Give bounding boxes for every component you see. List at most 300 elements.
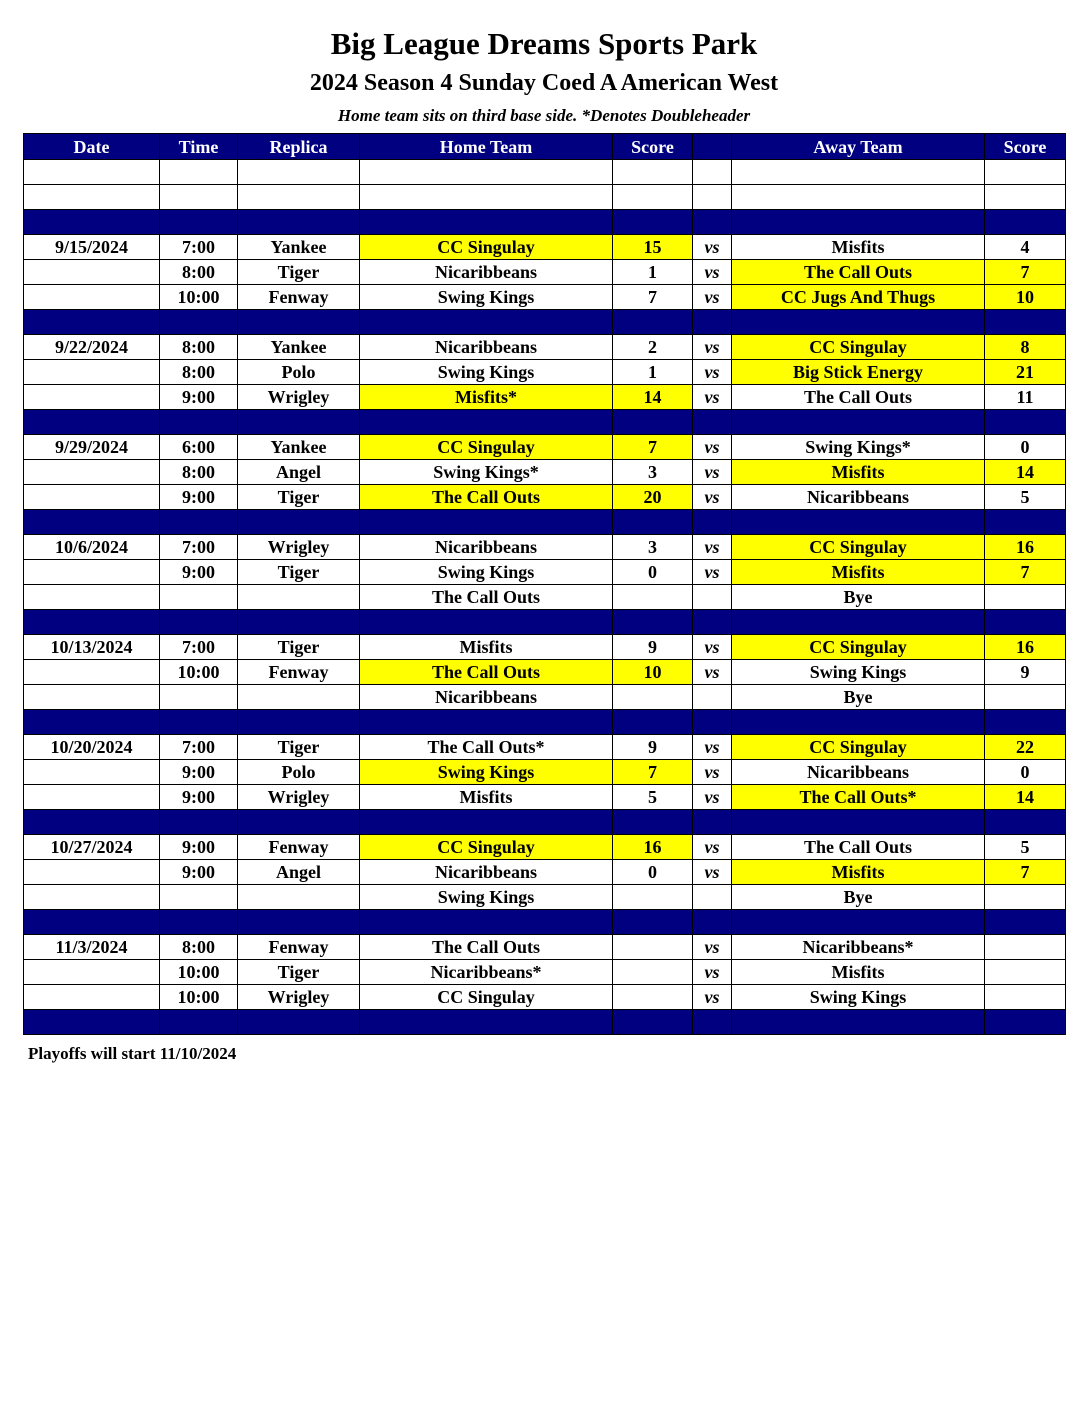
date-cell bbox=[24, 885, 160, 910]
away-score-cell: 16 bbox=[985, 535, 1066, 560]
time-cell: 9:00 bbox=[160, 385, 238, 410]
date-cell bbox=[24, 410, 160, 435]
home-score-cell: 0 bbox=[613, 560, 693, 585]
game-row bbox=[24, 335, 1066, 360]
header-home-score: Score bbox=[613, 134, 693, 160]
home-team-cell: Swing Kings bbox=[360, 885, 613, 910]
away-score-cell bbox=[985, 210, 1066, 235]
time-cell: 8:00 bbox=[160, 460, 238, 485]
replica-cell: Tiger bbox=[238, 485, 360, 510]
game-row bbox=[24, 460, 1066, 485]
away-score-cell: 5 bbox=[985, 485, 1066, 510]
time-cell bbox=[160, 185, 238, 210]
away-team-cell: Misfits bbox=[732, 560, 985, 585]
away-score-cell: 8 bbox=[985, 335, 1066, 360]
away-score-cell bbox=[985, 510, 1066, 535]
away-team-cell: Nicaribbeans bbox=[732, 760, 985, 785]
vs-cell: vs bbox=[693, 560, 732, 585]
replica-cell: Fenway bbox=[238, 285, 360, 310]
vs-cell: vs bbox=[693, 285, 732, 310]
header-home-team: Home Team bbox=[360, 134, 613, 160]
date-cell bbox=[24, 510, 160, 535]
game-row bbox=[24, 735, 1066, 760]
date-cell: 10/20/2024 bbox=[24, 735, 160, 760]
away-score-cell: 16 bbox=[985, 635, 1066, 660]
away-score-cell bbox=[985, 185, 1066, 210]
date-cell bbox=[24, 385, 160, 410]
page-title: Big League Dreams Sports Park bbox=[330, 26, 758, 61]
game-row bbox=[24, 435, 1066, 460]
home-score-cell: 20 bbox=[613, 485, 693, 510]
replica-cell: Tiger bbox=[238, 635, 360, 660]
home-score-cell bbox=[613, 985, 693, 1010]
schedule-table bbox=[23, 133, 1066, 1035]
replica-cell: Angel bbox=[238, 860, 360, 885]
game-row bbox=[24, 235, 1066, 260]
home-score-cell: 9 bbox=[613, 635, 693, 660]
home-team-cell: CC Singulay bbox=[360, 835, 613, 860]
date-cell bbox=[24, 460, 160, 485]
time-cell: 7:00 bbox=[160, 535, 238, 560]
time-cell bbox=[160, 685, 238, 710]
away-score-cell: 14 bbox=[985, 785, 1066, 810]
away-team-cell: Nicaribbeans* bbox=[732, 935, 985, 960]
time-cell: 7:00 bbox=[160, 235, 238, 260]
time-cell: 7:00 bbox=[160, 635, 238, 660]
away-team-cell: Swing Kings bbox=[732, 985, 985, 1010]
away-score-cell: 7 bbox=[985, 260, 1066, 285]
time-cell bbox=[160, 160, 238, 185]
home-score-cell bbox=[613, 185, 693, 210]
home-team-cell: Nicaribbeans bbox=[360, 860, 613, 885]
replica-cell bbox=[238, 685, 360, 710]
vs-cell bbox=[693, 210, 732, 235]
home-score-cell bbox=[613, 685, 693, 710]
date-cell bbox=[24, 260, 160, 285]
header-away-team: Away Team bbox=[732, 134, 985, 160]
time-cell: 9:00 bbox=[160, 785, 238, 810]
replica-cell bbox=[238, 910, 360, 935]
page-subtitle: 2024 Season 4 Sunday Coed A American West bbox=[309, 70, 779, 96]
vs-cell bbox=[693, 310, 732, 335]
away-score-cell: 0 bbox=[985, 760, 1066, 785]
date-cell bbox=[24, 285, 160, 310]
home-team-cell: Swing Kings bbox=[360, 285, 613, 310]
home-score-cell: 5 bbox=[613, 785, 693, 810]
date-cell bbox=[24, 1010, 160, 1035]
vs-cell bbox=[693, 585, 732, 610]
vs-cell bbox=[693, 160, 732, 185]
away-team-cell bbox=[732, 610, 985, 635]
replica-cell bbox=[238, 310, 360, 335]
header-date: Date bbox=[24, 134, 160, 160]
time-cell bbox=[160, 910, 238, 935]
header-vs bbox=[693, 134, 732, 160]
home-team-cell bbox=[360, 610, 613, 635]
home-team-cell bbox=[360, 210, 613, 235]
time-cell bbox=[160, 1010, 238, 1035]
blank-row bbox=[24, 185, 1066, 210]
replica-cell bbox=[238, 710, 360, 735]
game-row bbox=[24, 835, 1066, 860]
date-cell bbox=[24, 710, 160, 735]
home-team-cell bbox=[360, 185, 613, 210]
date-cell: 11/3/2024 bbox=[24, 935, 160, 960]
game-row bbox=[24, 385, 1066, 410]
away-team-cell: CC Singulay bbox=[732, 535, 985, 560]
away-score-cell bbox=[985, 935, 1066, 960]
time-cell: 9:00 bbox=[160, 485, 238, 510]
vs-cell bbox=[693, 410, 732, 435]
away-score-cell bbox=[985, 160, 1066, 185]
home-score-cell: 1 bbox=[613, 360, 693, 385]
home-team-cell: Misfits bbox=[360, 785, 613, 810]
date-cell bbox=[24, 860, 160, 885]
away-team-cell: CC Singulay bbox=[732, 635, 985, 660]
away-score-cell bbox=[985, 310, 1066, 335]
home-score-cell bbox=[613, 1010, 693, 1035]
game-row bbox=[24, 760, 1066, 785]
home-team-cell: Nicaribbeans bbox=[360, 260, 613, 285]
home-score-cell bbox=[613, 310, 693, 335]
away-score-cell bbox=[985, 710, 1066, 735]
away-team-cell: Misfits bbox=[732, 460, 985, 485]
replica-cell: Yankee bbox=[238, 435, 360, 460]
away-team-cell: CC Jugs And Thugs bbox=[732, 285, 985, 310]
replica-cell: Polo bbox=[238, 760, 360, 785]
date-cell: 9/15/2024 bbox=[24, 235, 160, 260]
replica-cell bbox=[238, 410, 360, 435]
date-cell bbox=[24, 185, 160, 210]
time-cell bbox=[160, 810, 238, 835]
away-team-cell bbox=[732, 160, 985, 185]
away-score-cell: 9 bbox=[985, 660, 1066, 685]
date-cell bbox=[24, 210, 160, 235]
separator-row bbox=[24, 910, 1066, 935]
away-team-cell: Bye bbox=[732, 585, 985, 610]
home-score-cell bbox=[613, 210, 693, 235]
game-row bbox=[24, 560, 1066, 585]
game-row bbox=[24, 535, 1066, 560]
time-cell bbox=[160, 310, 238, 335]
header-away-score: Score bbox=[985, 134, 1066, 160]
header-row bbox=[24, 134, 1066, 160]
away-team-cell: CC Singulay bbox=[732, 335, 985, 360]
away-score-cell: 22 bbox=[985, 735, 1066, 760]
vs-cell bbox=[693, 1010, 732, 1035]
away-team-cell: The Call Outs* bbox=[732, 785, 985, 810]
vs-cell: vs bbox=[693, 985, 732, 1010]
home-team-cell: Swing Kings* bbox=[360, 460, 613, 485]
game-row bbox=[24, 985, 1066, 1010]
home-team-cell: The Call Outs bbox=[360, 485, 613, 510]
home-team-cell: The Call Outs* bbox=[360, 735, 613, 760]
away-team-cell bbox=[732, 710, 985, 735]
home-team-cell bbox=[360, 1010, 613, 1035]
time-cell: 9:00 bbox=[160, 560, 238, 585]
header-time: Time bbox=[160, 134, 238, 160]
separator-row bbox=[24, 610, 1066, 635]
away-score-cell: 5 bbox=[985, 835, 1066, 860]
time-cell bbox=[160, 410, 238, 435]
time-cell: 10:00 bbox=[160, 985, 238, 1010]
away-score-cell bbox=[985, 410, 1066, 435]
date-cell: 10/27/2024 bbox=[24, 835, 160, 860]
away-team-cell bbox=[732, 210, 985, 235]
away-team-cell bbox=[732, 910, 985, 935]
away-team-cell bbox=[732, 310, 985, 335]
away-team-cell: The Call Outs bbox=[732, 385, 985, 410]
game-row bbox=[24, 860, 1066, 885]
time-cell bbox=[160, 585, 238, 610]
date-cell bbox=[24, 610, 160, 635]
vs-cell: vs bbox=[693, 660, 732, 685]
vs-cell: vs bbox=[693, 235, 732, 260]
date-cell: 9/22/2024 bbox=[24, 335, 160, 360]
home-team-cell: CC Singulay bbox=[360, 435, 613, 460]
separator-row bbox=[24, 710, 1066, 735]
home-score-cell bbox=[613, 585, 693, 610]
away-team-cell: Misfits bbox=[732, 235, 985, 260]
replica-cell bbox=[238, 610, 360, 635]
separator-row bbox=[24, 1010, 1066, 1035]
replica-cell bbox=[238, 810, 360, 835]
game-row bbox=[24, 960, 1066, 985]
date-cell bbox=[24, 160, 160, 185]
home-score-cell bbox=[613, 810, 693, 835]
vs-cell: vs bbox=[693, 535, 732, 560]
vs-cell: vs bbox=[693, 360, 732, 385]
away-score-cell bbox=[985, 810, 1066, 835]
home-score-cell bbox=[613, 610, 693, 635]
time-cell: 9:00 bbox=[160, 860, 238, 885]
vs-cell bbox=[693, 710, 732, 735]
home-score-cell: 7 bbox=[613, 285, 693, 310]
replica-cell: Tiger bbox=[238, 960, 360, 985]
replica-cell: Wrigley bbox=[238, 385, 360, 410]
separator-row bbox=[24, 410, 1066, 435]
vs-cell: vs bbox=[693, 385, 732, 410]
away-score-cell bbox=[985, 610, 1066, 635]
time-cell: 10:00 bbox=[160, 960, 238, 985]
home-team-cell: The Call Outs bbox=[360, 585, 613, 610]
vs-cell: vs bbox=[693, 635, 732, 660]
away-score-cell bbox=[985, 910, 1066, 935]
home-score-cell bbox=[613, 935, 693, 960]
away-team-cell: Misfits bbox=[732, 860, 985, 885]
away-team-cell bbox=[732, 410, 985, 435]
date-cell bbox=[24, 310, 160, 335]
home-score-cell bbox=[613, 160, 693, 185]
replica-cell bbox=[238, 510, 360, 535]
away-team-cell: Bye bbox=[732, 685, 985, 710]
away-team-cell: Nicaribbeans bbox=[732, 485, 985, 510]
replica-cell: Angel bbox=[238, 460, 360, 485]
home-team-cell: Swing Kings bbox=[360, 560, 613, 585]
time-cell: 7:00 bbox=[160, 735, 238, 760]
away-team-cell: Swing Kings* bbox=[732, 435, 985, 460]
home-team-cell: CC Singulay bbox=[360, 985, 613, 1010]
vs-cell bbox=[693, 910, 732, 935]
replica-cell: Tiger bbox=[238, 560, 360, 585]
date-cell bbox=[24, 560, 160, 585]
date-cell: 10/6/2024 bbox=[24, 535, 160, 560]
vs-cell: vs bbox=[693, 335, 732, 360]
home-score-cell: 16 bbox=[613, 835, 693, 860]
home-score-cell bbox=[613, 510, 693, 535]
replica-cell: Wrigley bbox=[238, 785, 360, 810]
vs-cell: vs bbox=[693, 460, 732, 485]
date-cell bbox=[24, 960, 160, 985]
home-score-cell: 7 bbox=[613, 435, 693, 460]
replica-cell: Polo bbox=[238, 360, 360, 385]
home-team-cell: Misfits bbox=[360, 635, 613, 660]
game-row bbox=[24, 360, 1066, 385]
time-cell: 10:00 bbox=[160, 285, 238, 310]
time-cell bbox=[160, 210, 238, 235]
game-row bbox=[24, 885, 1066, 910]
away-score-cell bbox=[985, 985, 1066, 1010]
time-cell: 10:00 bbox=[160, 660, 238, 685]
home-team-cell bbox=[360, 710, 613, 735]
game-row bbox=[24, 635, 1066, 660]
home-team-cell: Nicaribbeans bbox=[360, 535, 613, 560]
blank-row bbox=[24, 160, 1066, 185]
home-team-cell: Swing Kings bbox=[360, 360, 613, 385]
time-cell: 8:00 bbox=[160, 335, 238, 360]
replica-cell: Tiger bbox=[238, 260, 360, 285]
away-score-cell: 14 bbox=[985, 460, 1066, 485]
home-score-cell: 3 bbox=[613, 460, 693, 485]
vs-cell: vs bbox=[693, 735, 732, 760]
away-score-cell: 7 bbox=[985, 560, 1066, 585]
home-team-cell: Misfits* bbox=[360, 385, 613, 410]
replica-cell bbox=[238, 885, 360, 910]
time-cell: 8:00 bbox=[160, 260, 238, 285]
time-cell: 9:00 bbox=[160, 835, 238, 860]
home-score-cell: 14 bbox=[613, 385, 693, 410]
away-team-cell: The Call Outs bbox=[732, 260, 985, 285]
replica-cell: Yankee bbox=[238, 335, 360, 360]
away-score-cell bbox=[985, 685, 1066, 710]
vs-cell: vs bbox=[693, 960, 732, 985]
vs-cell bbox=[693, 885, 732, 910]
date-cell bbox=[24, 485, 160, 510]
away-team-cell: Swing Kings bbox=[732, 660, 985, 685]
vs-cell bbox=[693, 610, 732, 635]
away-team-cell: Big Stick Energy bbox=[732, 360, 985, 385]
home-team-cell: Nicaribbeans bbox=[360, 685, 613, 710]
away-team-cell bbox=[732, 810, 985, 835]
replica-cell: Fenway bbox=[238, 935, 360, 960]
date-cell: 10/13/2024 bbox=[24, 635, 160, 660]
home-score-cell: 1 bbox=[613, 260, 693, 285]
replica-cell: Fenway bbox=[238, 660, 360, 685]
date-cell bbox=[24, 685, 160, 710]
home-score-cell: 7 bbox=[613, 760, 693, 785]
vs-cell: vs bbox=[693, 260, 732, 285]
playoffs-note: Playoffs will start 11/10/2024 bbox=[28, 1044, 237, 1063]
vs-cell bbox=[693, 685, 732, 710]
separator-row bbox=[24, 810, 1066, 835]
home-team-cell: Swing Kings bbox=[360, 760, 613, 785]
time-cell: 9:00 bbox=[160, 760, 238, 785]
replica-cell: Tiger bbox=[238, 735, 360, 760]
home-score-cell: 2 bbox=[613, 335, 693, 360]
replica-cell: Fenway bbox=[238, 835, 360, 860]
date-cell bbox=[24, 985, 160, 1010]
away-team-cell: Misfits bbox=[732, 960, 985, 985]
replica-cell: Wrigley bbox=[238, 985, 360, 1010]
away-team-cell bbox=[732, 1010, 985, 1035]
home-score-cell bbox=[613, 410, 693, 435]
away-score-cell: 11 bbox=[985, 385, 1066, 410]
time-cell: 8:00 bbox=[160, 935, 238, 960]
replica-cell bbox=[238, 210, 360, 235]
home-team-cell bbox=[360, 310, 613, 335]
date-cell bbox=[24, 585, 160, 610]
vs-cell bbox=[693, 185, 732, 210]
vs-cell: vs bbox=[693, 485, 732, 510]
date-cell: 9/29/2024 bbox=[24, 435, 160, 460]
replica-cell: Wrigley bbox=[238, 535, 360, 560]
vs-cell: vs bbox=[693, 935, 732, 960]
away-score-cell bbox=[985, 585, 1066, 610]
home-score-cell: 0 bbox=[613, 860, 693, 885]
date-cell bbox=[24, 785, 160, 810]
vs-cell: vs bbox=[693, 435, 732, 460]
time-cell: 6:00 bbox=[160, 435, 238, 460]
away-score-cell: 4 bbox=[985, 235, 1066, 260]
separator-row bbox=[24, 210, 1066, 235]
game-row bbox=[24, 660, 1066, 685]
home-team-cell bbox=[360, 510, 613, 535]
away-score-cell: 10 bbox=[985, 285, 1066, 310]
away-score-cell bbox=[985, 1010, 1066, 1035]
away-team-cell bbox=[732, 185, 985, 210]
home-score-cell bbox=[613, 885, 693, 910]
date-cell bbox=[24, 910, 160, 935]
home-score-cell: 15 bbox=[613, 235, 693, 260]
game-row bbox=[24, 685, 1066, 710]
game-row bbox=[24, 785, 1066, 810]
home-team-cell: Nicaribbeans* bbox=[360, 960, 613, 985]
home-team-cell bbox=[360, 910, 613, 935]
date-cell bbox=[24, 760, 160, 785]
separator-row bbox=[24, 310, 1066, 335]
away-score-cell: 0 bbox=[985, 435, 1066, 460]
game-row bbox=[24, 935, 1066, 960]
home-team-cell bbox=[360, 160, 613, 185]
game-row bbox=[24, 285, 1066, 310]
home-score-cell: 3 bbox=[613, 535, 693, 560]
away-team-cell: Bye bbox=[732, 885, 985, 910]
replica-cell bbox=[238, 585, 360, 610]
replica-cell bbox=[238, 185, 360, 210]
home-score-cell bbox=[613, 910, 693, 935]
date-cell bbox=[24, 660, 160, 685]
vs-cell: vs bbox=[693, 760, 732, 785]
date-cell bbox=[24, 810, 160, 835]
vs-cell bbox=[693, 810, 732, 835]
home-score-cell: 9 bbox=[613, 735, 693, 760]
home-team-cell: CC Singulay bbox=[360, 235, 613, 260]
doubleheader-note: Home team sits on third base side. *Denotes Doubleheader bbox=[337, 106, 751, 125]
vs-cell: vs bbox=[693, 835, 732, 860]
date-cell bbox=[24, 360, 160, 385]
away-score-cell: 21 bbox=[985, 360, 1066, 385]
time-cell bbox=[160, 610, 238, 635]
